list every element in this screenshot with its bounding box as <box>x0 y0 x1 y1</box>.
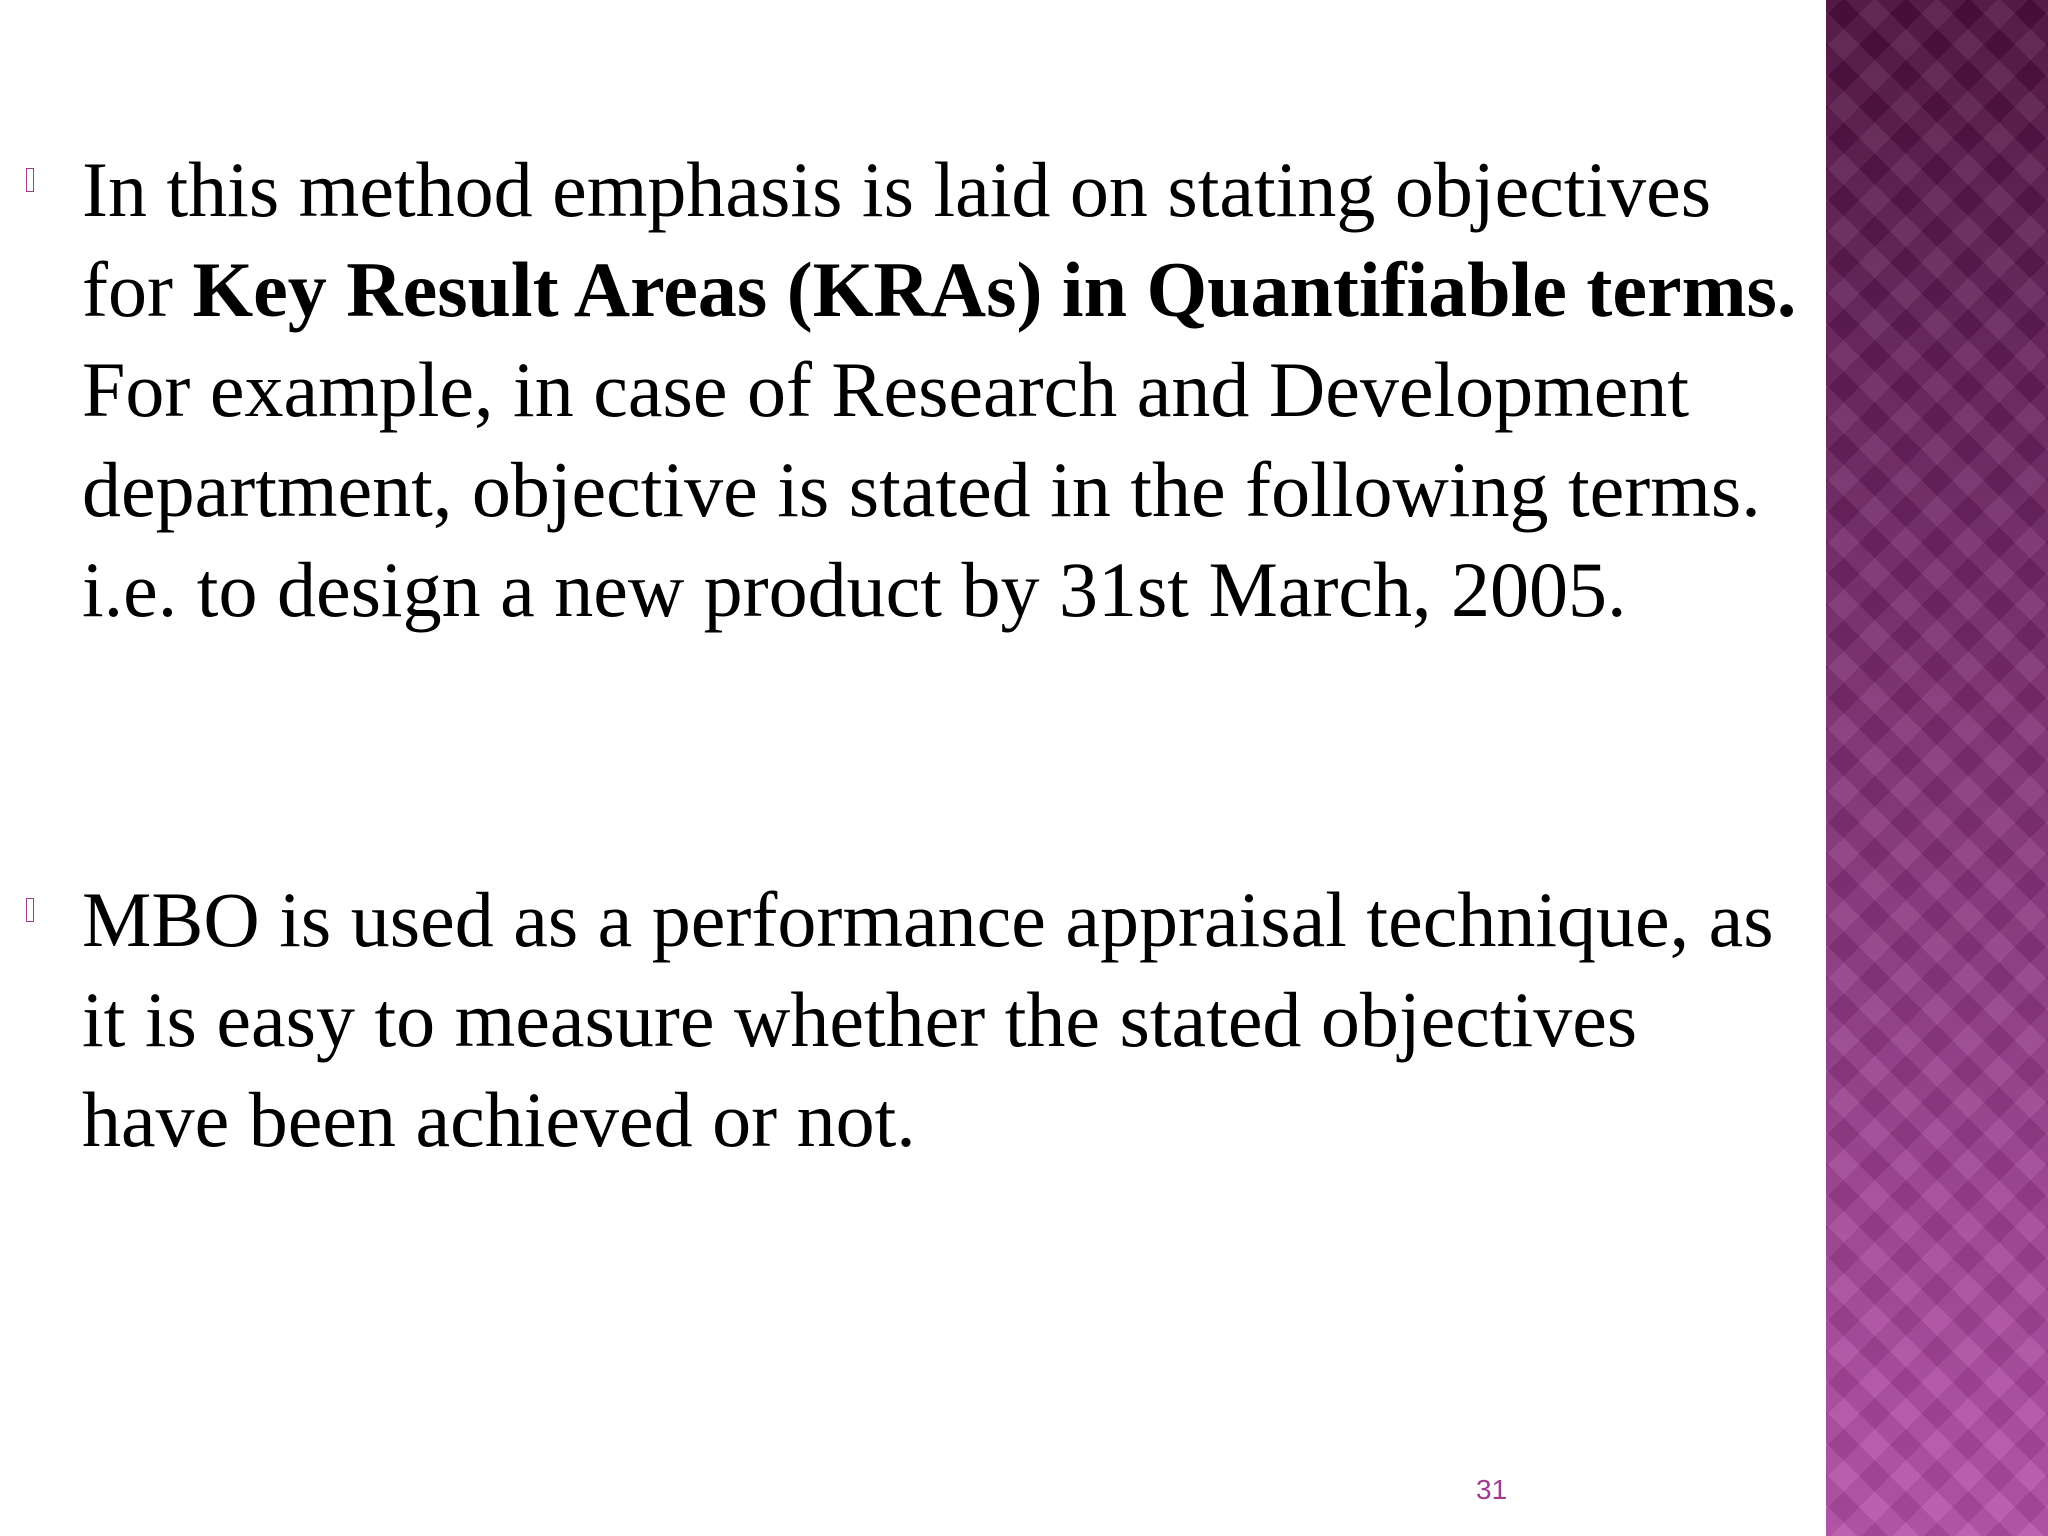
bullet-text-segment: For example, in case of Research and Development department, objective is stated in the following terms. i.e. to design a new product by 31st March, 2005. <box>82 346 1761 633</box>
decorative-sidebar <box>1826 0 2048 1536</box>
page-number: 31 <box>1476 1474 1508 1505</box>
bullet-text-segment: In this method emphasis is laid on stating objectives for <box>82 146 1712 333</box>
bullet-text-segment: MBO is used as a performance appraisal technique, as it is easy to measure whether the stated objectives have been achieved or not. <box>82 876 1774 1163</box>
sidebar-pattern <box>1826 0 2048 1536</box>
bullet-text-bold-segment: Key Result Areas (KRAs) in Quantifiable terms. <box>192 246 1797 333</box>
bullet-text <box>82 870 1802 1170</box>
bullet-marker-icon <box>22 870 82 930</box>
bullet-item-mbo <box>22 870 1812 1170</box>
bullet-item-kra <box>22 140 1812 640</box>
bullet-text <box>82 140 1802 640</box>
bullet-marker-icon <box>22 140 82 200</box>
